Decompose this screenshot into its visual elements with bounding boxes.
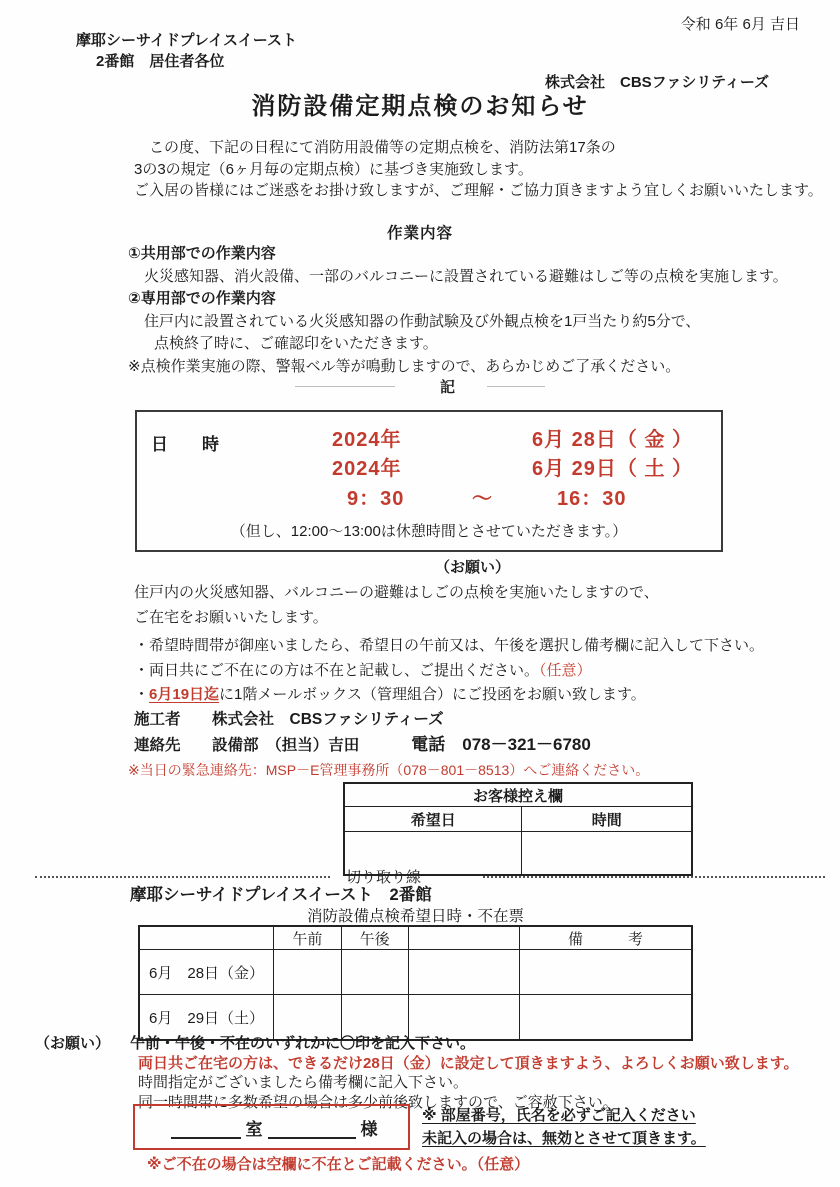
schedule-time-end: 16：30 xyxy=(557,488,627,510)
preference-form-table xyxy=(138,925,693,1041)
schedule-row-2 xyxy=(137,455,721,484)
schedule-box xyxy=(135,410,723,552)
form-extra-cell-28 xyxy=(408,950,519,995)
form-remarks-cell-28 xyxy=(520,950,693,995)
sender-company: 株式会社 CBSファシリティーズ xyxy=(545,74,770,91)
contractor-company: 株式会社 CBSファシリティーズ xyxy=(212,711,444,728)
contact-label: 連絡先 xyxy=(134,737,181,754)
emergency-contact-note: ※当日の緊急連絡先：MSP－E管理事務所（078－801－8513）へご連絡ください。 xyxy=(128,762,650,778)
issue-date: 令和 6年 6月 吉日 xyxy=(680,16,800,33)
room-name-box xyxy=(133,1104,410,1150)
work-item2-line1: 住戸内に設置されている火災感知器の作動試験及び外観点検を1戸当たり約5分で、 xyxy=(144,312,701,330)
form-note-1 xyxy=(35,1034,799,1054)
form-header-remarks: 備 考 xyxy=(520,926,693,950)
divider-line-left xyxy=(295,386,395,387)
contractor-section xyxy=(128,707,650,780)
request-heading: （お願い） xyxy=(434,559,510,576)
form-header-empty-1 xyxy=(139,926,274,950)
cut-line-dots-left xyxy=(35,876,330,878)
room-suffix: 室 xyxy=(245,1119,263,1139)
customer-copy-col-time: 時間 xyxy=(522,807,692,832)
work-item2-title: ②専用部での作業内容 xyxy=(128,290,276,307)
work-item2-line2: 点検終了時に、ご確認印をいただきます。 xyxy=(154,335,438,352)
warning-note-1: ※ 部屋番号，氏名を必ずご記入ください xyxy=(422,1107,696,1124)
cut-line-label: 切り取り線 xyxy=(346,869,422,886)
request-line-2: ご在宅をお願いいたします。 xyxy=(134,608,328,626)
form-note-3: 時間指定がございましたら備考欄に記入下さい。 xyxy=(138,1074,469,1091)
intro-line-3: ご入居の皆様にはご迷惑をお掛け致しますが、ご理解・ご協力頂きますよう宜しくお願いいたします。 xyxy=(134,182,823,199)
form-title: 消防設備点検希望日時・不在票 xyxy=(306,908,524,925)
contact-phone: 電話 078－321－6780 xyxy=(411,735,591,754)
work-item1-body: 火災感知器、消火設備、一部のバルコニーに設置されている避難はしご等の点検を実施します。 xyxy=(144,267,788,285)
request-bullet-2-text: ・両日共にご不在にの方は不在と記載し、ご提出ください。 xyxy=(134,661,540,679)
absent-note: ※ご不在の場合は空欄に不在とご記載ください。（任意） xyxy=(147,1156,530,1173)
contractor-label: 施工者 xyxy=(134,711,181,728)
customer-copy-table xyxy=(343,782,693,876)
form-building-title: 摩耶シーサイドプレイスイースト 2番館 xyxy=(130,886,432,904)
schedule-break-note: （但し、12:00～13:00は休憩時間とさせていただきます。） xyxy=(230,523,628,540)
addressee-residents: 2番館 居住者各位 xyxy=(96,53,225,70)
contractor-row xyxy=(134,707,649,732)
name-blank xyxy=(268,1115,356,1139)
name-suffix: 様 xyxy=(360,1119,378,1139)
request-bullet-2-optional: （任意） xyxy=(539,661,592,679)
form-note-4: 同一時間帯に多数希望の場合は多少前後致しますので、ご容赦下さい。 xyxy=(138,1093,618,1111)
warning-notes xyxy=(422,1104,706,1150)
work-item1-title: ①共用部での作業内容 xyxy=(128,245,276,262)
request-line-1: 住戸内の火災感知器、バルコニーの避難はしごの点検を実施いたしますので、 xyxy=(134,584,659,601)
schedule-time-start: 9：30 xyxy=(347,488,405,510)
form-note-label: （お願い） xyxy=(35,1035,111,1052)
request-bullet-1: ・希望時間帯が御座いましたら、希望日の午前又は、午後を選択し備考欄に記入して下さい。 xyxy=(134,637,765,654)
schedule-time-row xyxy=(137,484,721,514)
work-alarm-note: ※点検作業実施の際、警報ベル等が鳴動しますので、あらかじめご了承ください。 xyxy=(128,357,681,375)
form-notes xyxy=(35,1034,799,1112)
customer-copy-title: お客様控え欄 xyxy=(344,783,692,807)
divider-line-right xyxy=(487,386,545,387)
signature-row xyxy=(133,1104,706,1150)
form-note-2: 両日共ご在宅の方は、できるだけ28日（金）に設定して頂きますよう、よろしくお願い致します。 xyxy=(138,1054,799,1072)
schedule-date-1: 6月 28日（ 金 ） xyxy=(532,429,694,451)
intro-line-2: 3の3の規定（6ヶ月毎の定期点検）に基づき実施致します。 xyxy=(134,160,533,178)
request-bullet-2 xyxy=(134,659,764,684)
record-mark: 記 xyxy=(439,379,455,396)
request-bullet-3-text: に1階メールボックス（管理組合）にご投函をお願い致します。 xyxy=(219,686,646,703)
cut-line-dots-right xyxy=(483,876,825,878)
intro-line-1: この度、下記の日程にて消防用設備等の定期点検を、消防法第17条の xyxy=(134,139,616,156)
room-number-blank xyxy=(171,1115,241,1139)
intro-paragraph xyxy=(134,137,823,202)
schedule-year-1: 2024年 xyxy=(332,429,402,451)
record-mark-divider xyxy=(0,376,840,397)
request-deadline: 6月19日迄 xyxy=(149,686,220,703)
addressee-block xyxy=(76,30,297,72)
page-title: 消防設備定期点検のお知らせ xyxy=(251,93,589,120)
schedule-row-1 xyxy=(137,426,721,455)
form-header-pm: 午後 xyxy=(341,926,408,950)
contact-row xyxy=(134,732,649,758)
form-row-28 xyxy=(139,950,692,995)
addressee-building: 摩耶シーサイドプレイスイースト xyxy=(76,32,297,49)
form-date-29: 6月 29日（土） xyxy=(139,995,274,1041)
schedule-tilde: ～ xyxy=(472,488,493,510)
work-content-section xyxy=(128,243,788,378)
schedule-label: 日 時 xyxy=(151,435,219,454)
customer-copy-col-date: 希望日 xyxy=(344,807,522,832)
request-bullet-3-prefix: ・ xyxy=(134,686,150,703)
form-date-28: 6月 28日（金） xyxy=(139,950,274,995)
form-note-1-text: 午前・午後・不在のいずれかに〇印を記入下さい。 xyxy=(130,1035,476,1052)
schedule-year-2: 2024年 xyxy=(332,458,402,480)
work-content-heading: 作業内容 xyxy=(386,225,453,242)
request-section xyxy=(134,581,764,708)
form-am-cell-28 xyxy=(274,950,342,995)
form-header-empty-2 xyxy=(408,926,519,950)
schedule-date-2: 6月 29日（ 土 ） xyxy=(532,458,694,480)
form-header-am: 午前 xyxy=(274,926,342,950)
form-pm-cell-28 xyxy=(341,950,408,995)
request-bullet-3 xyxy=(134,683,764,708)
warning-note-2: 未記入の場合は、無効とさせて頂きます。 xyxy=(422,1129,706,1147)
contact-person: 設備部 （担当）吉田 xyxy=(212,737,360,754)
